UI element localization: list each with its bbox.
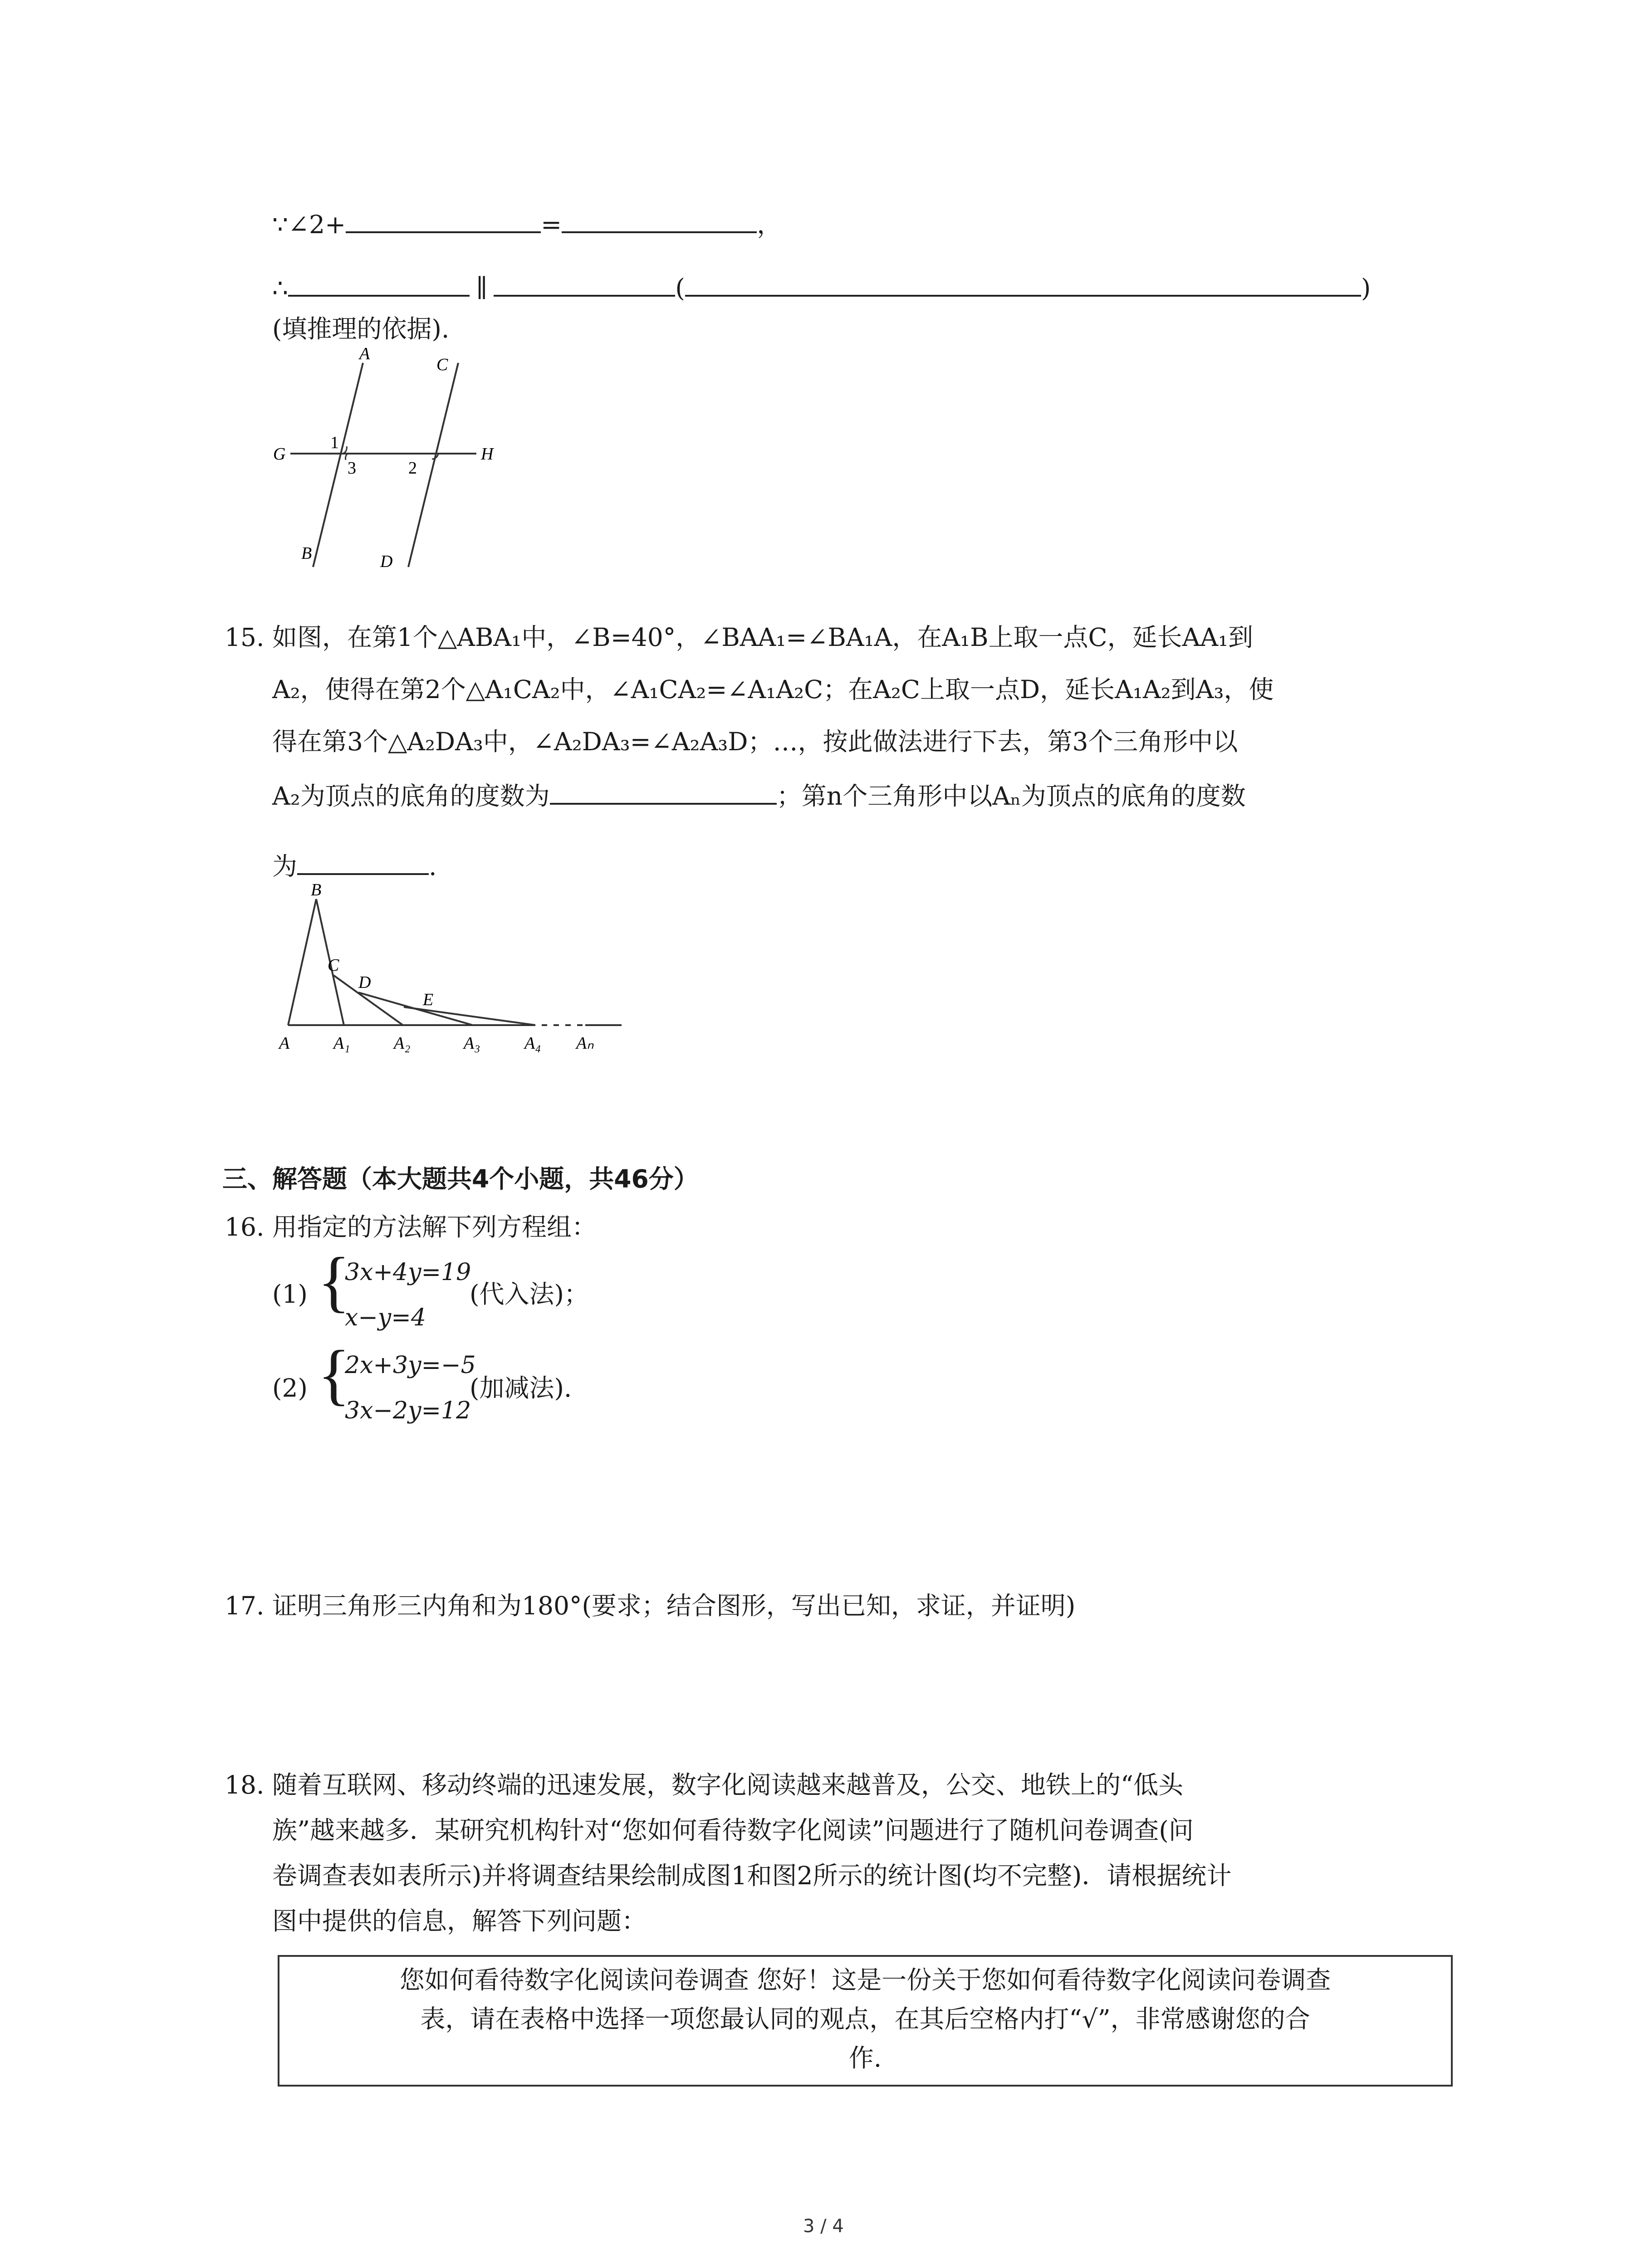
fig14-label-g: G bbox=[273, 445, 286, 464]
survey-table bbox=[278, 1955, 1453, 2087]
q14-blank-reason[interactable] bbox=[685, 273, 1361, 297]
q16-part-1-method: (代入法)； bbox=[470, 1280, 589, 1309]
q15-line-1: 如图，在第1个△ABA₁中，∠B=40°，∠BAA₁=∠BA₁A，在A₁B上取一点C，延长AA₁到 bbox=[272, 623, 1254, 652]
q15-blank-1[interactable] bbox=[550, 781, 777, 805]
fig15-label-a2: A₂ bbox=[394, 1034, 411, 1053]
survey-line-3: 作. bbox=[848, 2043, 882, 2072]
fig14-angle-1-label: 1 bbox=[330, 433, 339, 452]
fig15-label-d: D bbox=[358, 973, 371, 992]
fig14-label-d: D bbox=[380, 552, 393, 571]
survey-line-1: 您如何看待数字化阅读问卷调查 您好！这是一份关于您如何看待数字化阅读问卷调查 bbox=[399, 1965, 1331, 1994]
q14-paren-open: ( bbox=[675, 274, 685, 303]
q14-equals-text: = bbox=[541, 210, 562, 239]
q17-number: 17. bbox=[225, 1591, 265, 1620]
q14-therefore-text: ∴ bbox=[272, 274, 288, 303]
q16-part-2-eq-2: 3x−2y=12 bbox=[345, 1397, 471, 1424]
q15-number: 15. bbox=[225, 623, 265, 652]
fig15-triangles-figure bbox=[268, 880, 640, 1070]
q16-part-2-brace: { bbox=[318, 1337, 350, 1412]
q15-line-5-prefix: 为 bbox=[272, 852, 298, 881]
fig15-label-a: A bbox=[279, 1034, 290, 1053]
q18-line-1: 随着互联网、移动终端的迅速发展，数字化阅读越来越普及，公交、地铁上的“低头 bbox=[272, 1770, 1184, 1799]
q14-comma-text: ， bbox=[757, 210, 782, 239]
q14-blank-2[interactable] bbox=[562, 210, 757, 233]
q16-part-1-eq-2: x−y=4 bbox=[345, 1304, 426, 1331]
fig14-label-c: C bbox=[436, 355, 448, 374]
fig14-angle-2-label: 2 bbox=[408, 459, 417, 478]
q14-paren-close: ) bbox=[1361, 274, 1371, 303]
q15-line-5-suffix: . bbox=[429, 852, 437, 881]
fig15-side-ab bbox=[288, 899, 316, 1025]
q15-line-4 bbox=[272, 780, 1246, 812]
q18-line-3: 卷调查表如表所示)并将调查结果绘制成图1和图2所示的统计图(均不完整)．请根据统计 bbox=[272, 1861, 1232, 1890]
q16-part-1-label: (1) bbox=[272, 1280, 308, 1309]
fig14-label-b: B bbox=[301, 544, 312, 563]
q15-line-3: 得在第3个△A₂DA₃中，∠A₂DA₃=∠A₂A₃D；…，按此做法进行下去，第3个三角形中以 bbox=[272, 727, 1238, 756]
q16-part-1-brace: { bbox=[318, 1244, 350, 1319]
q14-fill-instruction: (填推理的依据). bbox=[272, 314, 450, 343]
q18-line-4: 图中提供的信息，解答下列问题： bbox=[272, 1906, 647, 1936]
fig15-label-c: C bbox=[328, 956, 339, 975]
q16-text: 用指定的方法解下列方程组： bbox=[272, 1212, 597, 1242]
fig15-label-an: Aₙ bbox=[576, 1034, 594, 1053]
q14-blank-4[interactable] bbox=[494, 273, 675, 297]
q16-number: 16. bbox=[225, 1212, 265, 1242]
q16-part-2-label: (2) bbox=[272, 1374, 308, 1403]
page-number: 3 / 4 bbox=[803, 2216, 844, 2237]
fig15-side-ea4 bbox=[404, 1007, 535, 1025]
fig14-angle-1-arc bbox=[343, 446, 347, 454]
fig15-label-b: B bbox=[311, 880, 322, 899]
q16-part-2-eq-1: 2x+3y=−5 bbox=[345, 1352, 476, 1379]
fig14-angle-3-label: 3 bbox=[348, 459, 356, 478]
q16-part-1-eq-1: 3x+4y=19 bbox=[345, 1259, 471, 1286]
fig15-label-a4: A₄ bbox=[524, 1034, 541, 1053]
q18-number: 18. bbox=[225, 1770, 265, 1799]
q15-blank-2[interactable] bbox=[297, 851, 429, 875]
q15-line-4-prefix: A₂为顶点的底角的度数为 bbox=[272, 782, 550, 811]
section-3-heading: 三、解答题（本大题共4个小题，共46分） bbox=[222, 1164, 699, 1193]
fig14-parallel-lines-figure bbox=[254, 345, 535, 572]
survey-line-2: 表，请在表格中选择一项您最认同的观点，在其后空格内打“√”，非常感谢您的合 bbox=[420, 2004, 1310, 2033]
q15-line-5 bbox=[272, 850, 437, 882]
q14-parallel-text: ∥ bbox=[476, 274, 488, 303]
fig15-label-a1: A₁ bbox=[333, 1034, 350, 1053]
fig15-label-e: E bbox=[423, 990, 434, 1009]
q15-line-4-suffix: ；第n个三角形中以Aₙ为顶点的底角的度数 bbox=[776, 782, 1246, 811]
q14-blank-1[interactable] bbox=[346, 210, 541, 233]
q18-line-2: 族”越来越多．某研究机构针对“您如何看待数字化阅读”问题进行了随机问卷调查(问 bbox=[272, 1816, 1194, 1845]
q14-because-text: ∵∠2+ bbox=[272, 210, 346, 239]
q14-blank-3[interactable] bbox=[288, 273, 470, 297]
q17-text: 证明三角形三内角和为180°(要求；结合图形，写出已知，求证，并证明) bbox=[272, 1591, 1076, 1620]
fig15-label-a3: A₃ bbox=[464, 1034, 480, 1053]
q14-reason-line-1 bbox=[272, 209, 782, 240]
fig14-label-a: A bbox=[359, 345, 370, 363]
fig14-label-h: H bbox=[481, 445, 494, 464]
q14-reason-line-2 bbox=[272, 272, 1371, 304]
q16-part-2-method: (加减法). bbox=[470, 1374, 572, 1403]
q15-line-2: A₂，使得在第2个△A₁CA₂中，∠A₁CA₂=∠A₁A₂C；在A₂C上取一点D，延长A₁A₂到A₃，使 bbox=[272, 675, 1274, 704]
